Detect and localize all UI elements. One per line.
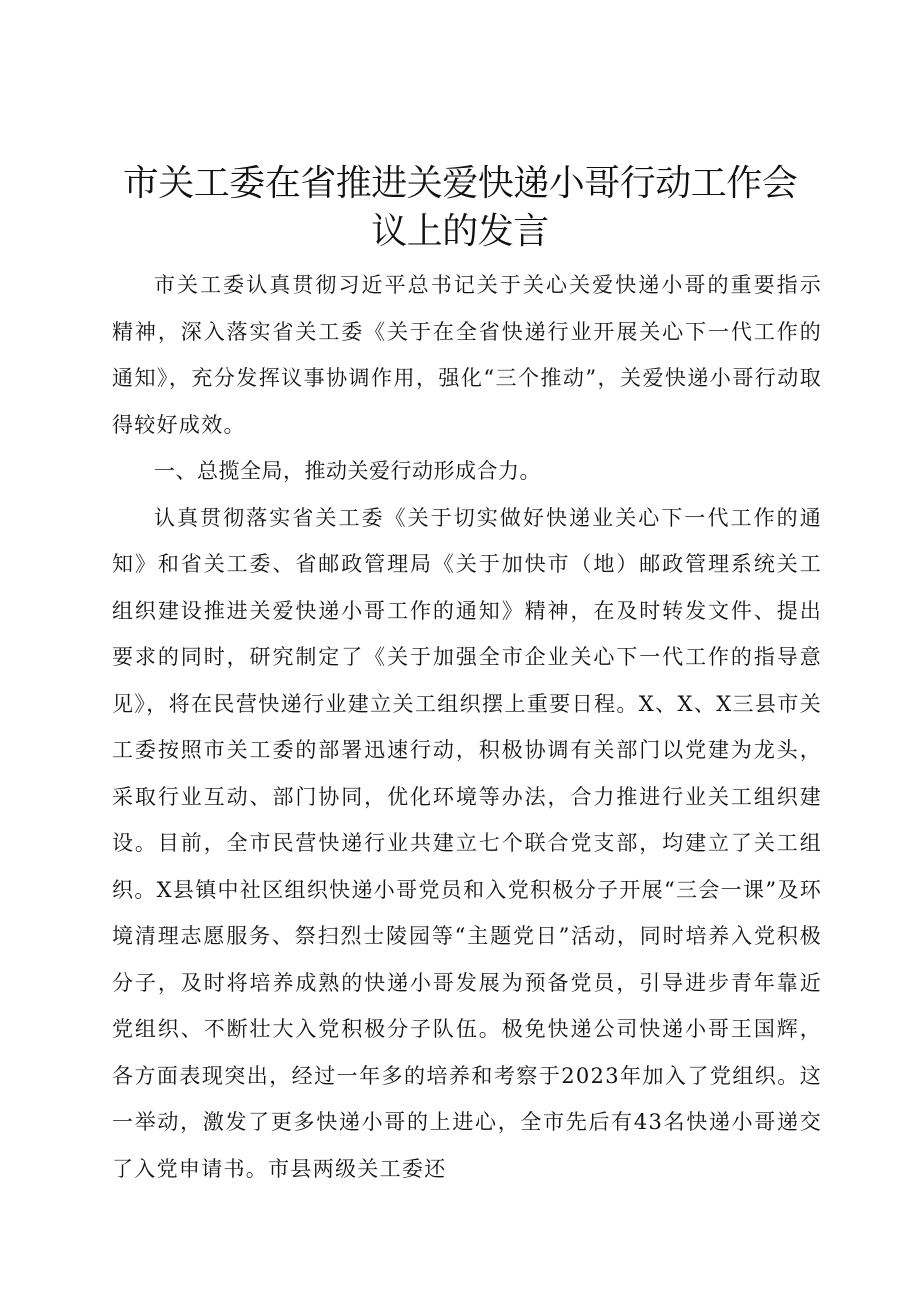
section-1-paragraph: 认真贯彻落实省关工委《关于切实做好快递业关心下一代工作的通知》和省关工委、省邮政管理局《关于加快市（地）邮政管理系统关工组织建设推进关爱快递小哥工作的通知》精神，在及时转发文件、提出要求的同时，研究制定了《关于加强全市企业关心下一代工作的指导意见》，将在民营快递行业建立关工组织摆上重要日程。X、X、X三县市关工委按照市关工委的部署迅速行动，积极协调有关部门以党建为龙头，采取行业互动、部门协同，优化环境等办法，合力推进行业关工组织建设。目前，全市民营快递行业共建立七个联合党支部，均建立了关工组织。X县镇中社区组织快递小哥党员和入党积极分子开展“三会一课”及环境清理志愿服务、祭扫烈士陵园等“主题党日”活动，同时培养入党积极分子，及时将培养成熟的快递小哥发展为预备党员，引导进步青年靠近党组织、不断壮大入党积极分子队伍。极免快递公司快递小哥王国辉，各方面表现突出，经过一年多的培养和考察于2023年加入了党组织。这一举动，激发了更多快递小哥的上进心，全市先后有43名快递小哥递交了入党申请书。市县两级关工委还 — [112, 505, 822, 1181]
intro-paragraph: 市关工委认真贯彻习近平总书记关于关心关爱快递小哥的重要指示精神，深入落实省关工委《关于在全省快递行业开展关心下一代工作的通知》，充分发挥议事协调作用，强化“三个推动”，关爱快递小哥行动取得较好成效。 — [112, 273, 822, 437]
section-heading-1: 一、总揽全局，推动关爱行动形成合力。 — [154, 459, 541, 483]
document-title: 市关工委在省推进关爱快递小哥行动工作会议上的发言 — [122, 163, 798, 252]
document-body — [112, 262, 822, 1192]
